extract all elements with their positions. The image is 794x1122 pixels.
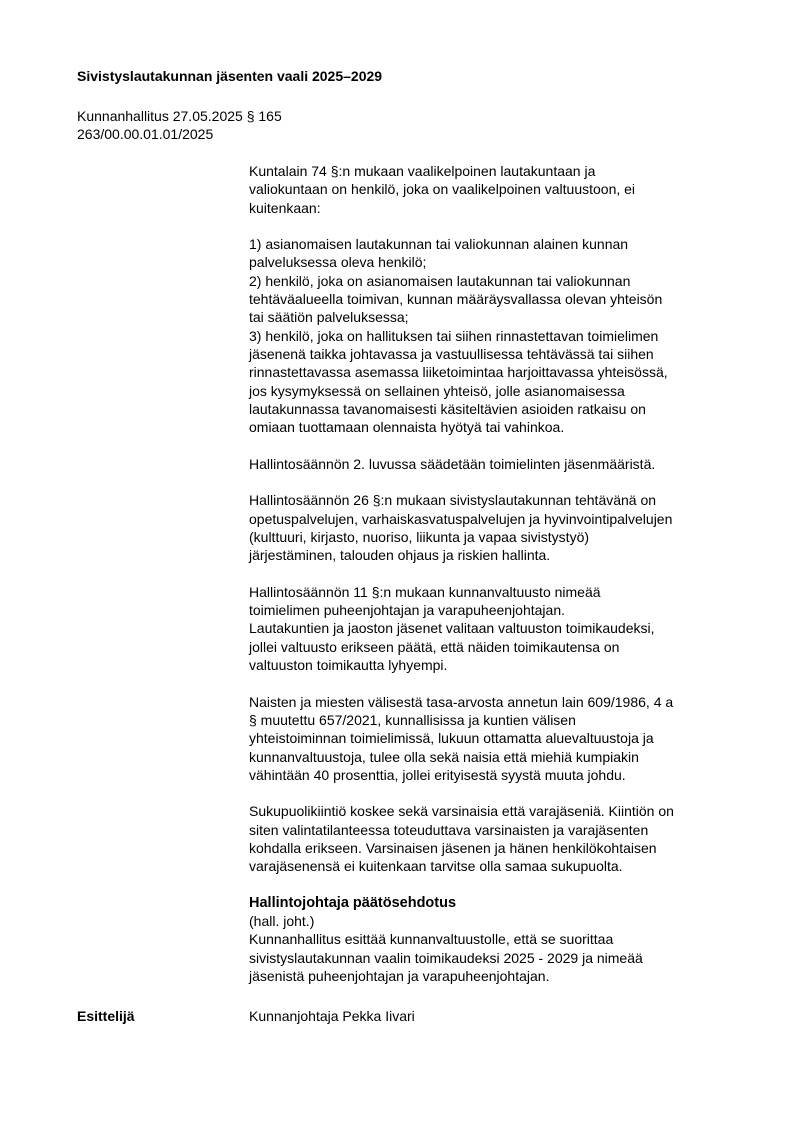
paragraph-gender-quota: [249, 802, 744, 875]
text-line: toimielimen puheenjohtajan ja varapuheenjohtajan.: [249, 602, 566, 619]
text-line: palveluksessa oleva henkilö;: [249, 254, 427, 271]
meeting-line: Kunnanhallitus 27.05.2025 § 165: [77, 108, 282, 124]
text-line: Hallintosäännön 26 §:n mukaan sivistyslautakunnan tehtävänä on: [249, 492, 657, 509]
text-line: opetuspalvelujen, varhaiskasvatuspalvelujen ja hyvinvointipalvelujen: [249, 510, 673, 527]
text-line: varajäsenensä ei kuitenkaan tarvitse olla samaa sukupuolta.: [249, 858, 623, 875]
text-line: tai säätiön palveluksessa;: [249, 309, 409, 326]
text-line: 3) henkilö, joka on hallituksen tai siihen rinnastettavan toimielimen: [249, 327, 659, 344]
text-line: Hallintosäännön 2. luvussa säädetään toimielinten jäsenmääristä.: [249, 455, 656, 472]
paragraph-duties: [249, 491, 744, 564]
text-line: Kunnanhallitus esittää kunnanvaltuustolle, että se suorittaa: [249, 931, 614, 948]
text-line: valtuuston toimikautta lyhyempi.: [249, 657, 448, 674]
text-line: siten valintatilanteessa toteuduttava varsinaisten ja varajäsenten: [249, 821, 649, 838]
proposal-heading: Hallintojohtaja päätösehdotus: [249, 894, 457, 911]
text-line: Naisten ja miesten välisestä tasa-arvosta annetun lain 609/1986, 4 a: [249, 693, 674, 710]
presenter-name: Kunnanjohtaja Pekka Iivari: [249, 1008, 415, 1024]
text-line: vähintään 40 prosenttia, jollei erityisestä syystä muuta johdu.: [249, 766, 626, 783]
text-line: omiaan tuottamaan olennaista hyötyä tai vahinkoa.: [249, 419, 565, 436]
document-title: Sivistyslautakunnan jäsenten vaali 2025–2029: [77, 68, 383, 84]
text-line: jäsenenä taikka johtavassa ja vastuullisessa tehtävässä tai siihen: [249, 345, 654, 362]
paragraph-member-counts: [249, 455, 744, 473]
text-line: Kuntalain 74 §:n mukaan vaalikelpoinen lautakuntaan ja: [249, 163, 596, 179]
case-number: 263/00.00.01.01/2025: [77, 126, 214, 142]
text-line: 2) henkilö, joka on asianomaisen lautakunnan tai valiokunnan: [249, 272, 631, 289]
meeting-reference: [77, 107, 282, 143]
text-line: jäsenistä puheenjohtajan ja varapuheenjohtajan.: [249, 968, 550, 985]
text-line: Hallintosäännön 11 §:n mukaan kunnanvaltuusto nimeää: [249, 583, 601, 600]
text-line: Sukupuolikiintiö koskee sekä varsinaisia että varajäseniä. Kiintiön on: [249, 803, 674, 820]
text-line: järjestäminen, talouden ohjaus ja riskien hallinta.: [249, 547, 551, 564]
text-line: yhteistoiminnan toimielimissä, lukuun ottamatta aluevaltuustoja ja: [249, 730, 654, 747]
document-body: [249, 162, 744, 1004]
paragraph-eligibility: [249, 162, 744, 217]
text-line: tehtäväalueella toimivan, kunnan määräysvallassa olevan yhteisön: [249, 291, 663, 308]
paragraph-equality: [249, 693, 744, 784]
text-line: valiokuntaan on henkilö, joka on vaalikelpoinen valtuustoon, ei: [249, 181, 636, 198]
text-line: 1) asianomaisen lautakunnan tai valiokunnan alainen kunnan: [249, 236, 629, 253]
text-line: Lautakuntien ja jaoston jäsenet valitaan valtuuston toimikaudeksi,: [249, 620, 655, 637]
paragraph-exclusions: [249, 235, 744, 436]
text-line: rinnastettavassa asemassa liiketoimintaa harjoittavassa yhteisössä,: [249, 364, 668, 381]
text-line: § muutettu 657/2021, kunnallisissa ja kuntien välisen: [249, 711, 576, 728]
text-line: kuitenkaan:: [249, 199, 321, 216]
paragraph-appointment: [249, 583, 744, 674]
proposal-subheading: (hall. joht.): [249, 913, 315, 930]
text-line: kunnanvaltuustoja, tulee olla sekä naisia että miehiä kumpiakin: [249, 748, 639, 765]
text-line: sivistyslautakunnan vaalin toimikaudeksi 2025 - 2029 ja nimeää: [249, 949, 643, 966]
text-line: (kulttuuri, kirjasto, nuoriso, liikunta ja vapaa sivistystyö): [249, 528, 590, 545]
text-line: jos kysymyksessä on sellainen yhteisö, jolle asianomaisessa: [249, 382, 625, 399]
text-line: jollei valtuusto erikseen päätä, että näiden toimikautensa on: [249, 638, 620, 655]
text-line: lautakunnassa tavanomaisesti käsiteltävien asioiden ratkaisu on: [249, 400, 646, 417]
proposal-section: [249, 894, 744, 985]
text-line: kohdalla erikseen. Varsinaisen jäsenen ja hänen henkilökohtaisen: [249, 839, 657, 856]
presenter-label: Esittelijä: [77, 1008, 135, 1024]
